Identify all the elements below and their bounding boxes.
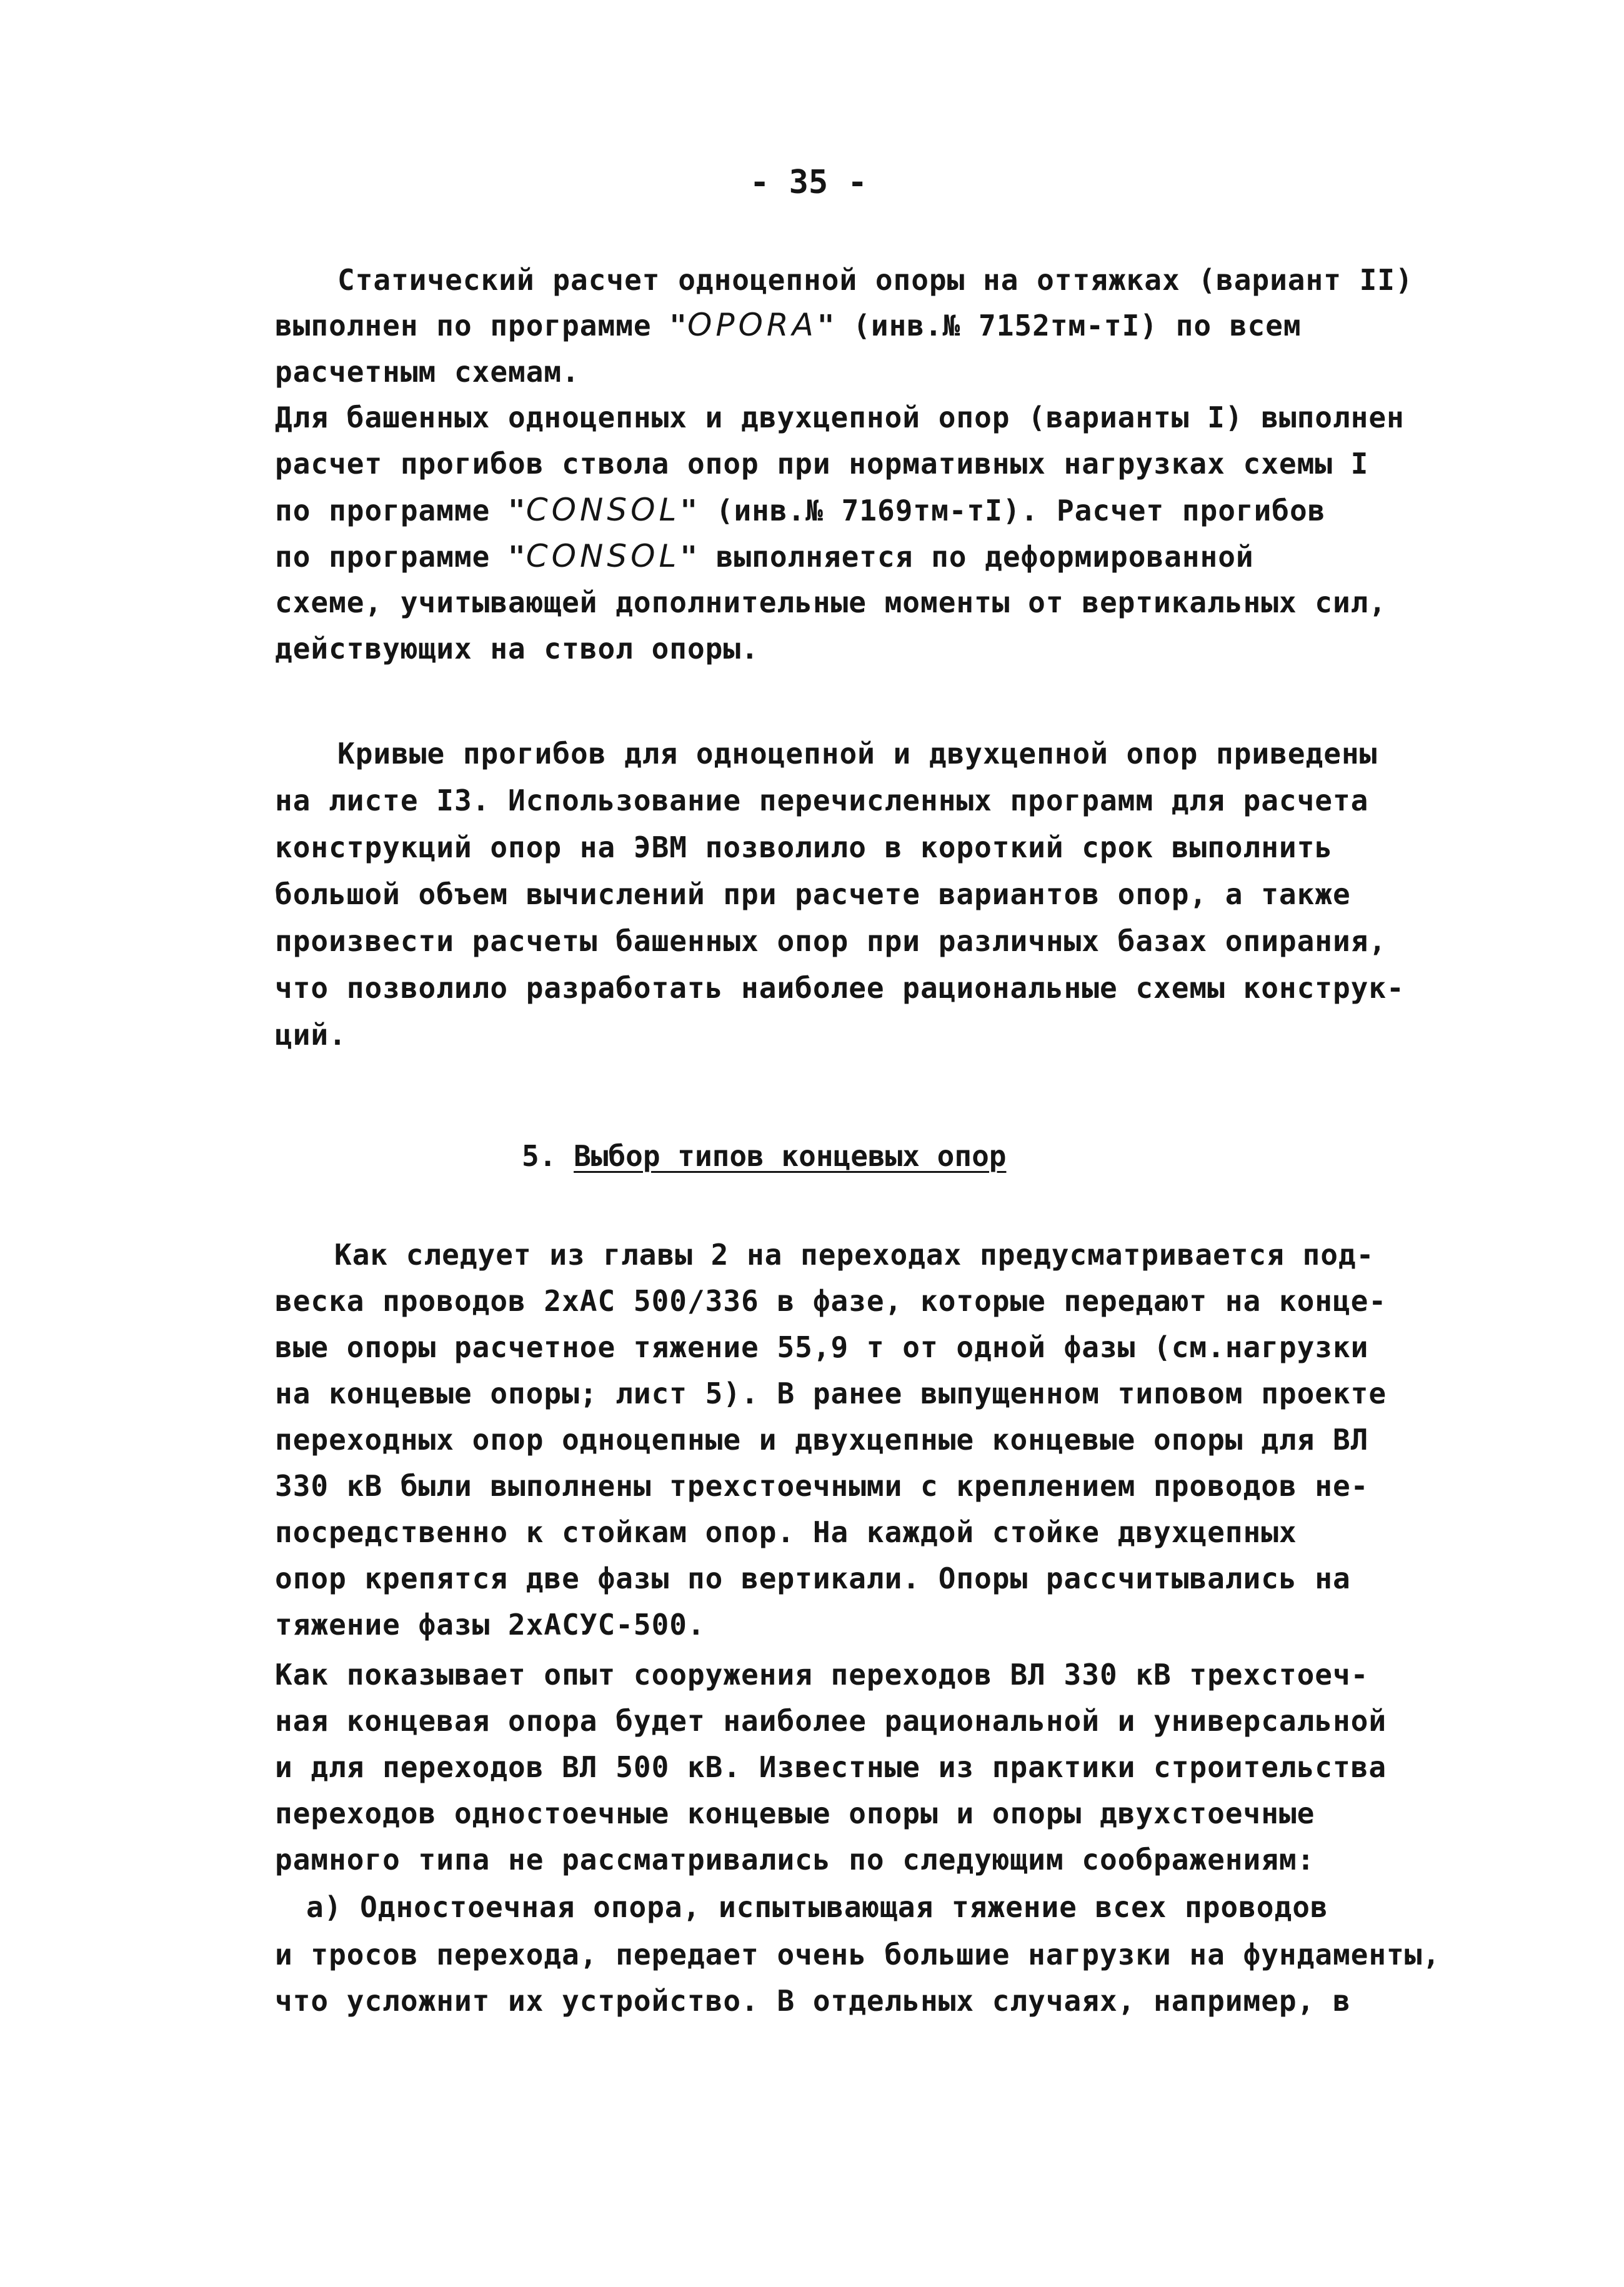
section-number: 5. bbox=[522, 1139, 557, 1173]
p4-line-6: а) Одностоечная опора, испытывающая тяжение всех проводов bbox=[306, 1890, 1328, 1924]
p2-line-1: Кривые прогибов для одноцепной и двухцепной опор приведены bbox=[337, 737, 1378, 770]
p1-line-2-start: выполнен по программе " bbox=[275, 309, 687, 342]
p1-line-6-end: " (инв.№ 7169тм-тI). Расчет прогибов bbox=[680, 494, 1326, 527]
section-title: Выбор типов концевых опор bbox=[574, 1139, 1007, 1173]
p4-line-8: что усложнит их устройство. В отдельных случаях, например, в bbox=[275, 1984, 1351, 2018]
program-name-consol: CONSOL bbox=[526, 492, 680, 528]
p1-line-7-end: " выполняется по деформированной bbox=[680, 540, 1254, 574]
page-number: - 35 - bbox=[750, 164, 867, 201]
p1-line-1: Статический расчет одноцепной опоры на оттяжках (вариант II) bbox=[337, 263, 1413, 297]
p1-line-9: действующих на ствол опоры. bbox=[275, 632, 759, 665]
p1-line-8: схеме, учитывающей дополнительные моменты от вертикальных сил, bbox=[275, 585, 1387, 619]
p3-line-6: 330 кВ были выполнены трехстоечными с креплением проводов не- bbox=[275, 1469, 1369, 1503]
p1-line-6-start: по программе " bbox=[275, 494, 526, 527]
p4-line-1: Как показывает опыт сооружения переходов ВЛ 330 кВ трехстоеч- bbox=[275, 1658, 1369, 1692]
p1-line-5: расчет прогибов ствола опор при нормативных нагрузках схемы I bbox=[275, 447, 1369, 481]
p1-line-6 bbox=[275, 491, 1325, 529]
p3-line-9: тяжение фазы 2хАСУС-500. bbox=[275, 1608, 705, 1642]
program-name-opora: OPORA bbox=[687, 307, 817, 343]
p3-line-8: опор крепятся две фазы по вертикали. Опоры рассчитывались на bbox=[275, 1562, 1351, 1595]
p1-line-7-start: по программе " bbox=[275, 540, 526, 574]
p1-line-2 bbox=[275, 306, 1302, 344]
p2-line-2: на листе I3. Использование перечисленных программ для расчета bbox=[275, 784, 1369, 817]
p4-line-5: рамного типа не рассматривались по следующим соображениям: bbox=[275, 1843, 1315, 1876]
p2-line-3: конструкций опор на ЭВМ позволило в короткий срок выполнить bbox=[275, 830, 1333, 864]
p4-line-2: ная концевая опора будет наиболее рациональной и универсальной bbox=[275, 1704, 1387, 1738]
p1-line-2-end: " (инв.№ 7152тм-тI) по всем bbox=[817, 309, 1302, 342]
p3-line-7: посредственно к стойкам опор. На каждой стойке двухцепных bbox=[275, 1515, 1297, 1549]
p4-line-3: и для переходов ВЛ 500 кВ. Известные из практики строительства bbox=[275, 1750, 1387, 1784]
p2-line-5: произвести расчеты башенных опор при различных базах опирания, bbox=[275, 924, 1387, 958]
section-heading bbox=[522, 1137, 1006, 1175]
program-name-consol-2: CONSOL bbox=[526, 538, 680, 574]
p2-line-6: что позволило разработать наиболее рациональные схемы конструк- bbox=[275, 971, 1405, 1005]
p2-line-7: ций. bbox=[275, 1018, 347, 1052]
p1-line-7 bbox=[275, 537, 1254, 575]
p3-line-1: Как следует из главы 2 на переходах предусматривается под- bbox=[334, 1238, 1375, 1272]
p1-line-4: Для башенных одноцепных и двухцепной опор (варианты I) выполнен bbox=[275, 401, 1405, 434]
p4-line-4: переходов одностоечные концевые опоры и опоры двухстоечные bbox=[275, 1796, 1315, 1830]
p3-line-3: вые опоры расчетное тяжение 55,9 т от одной фазы (см.нагрузки bbox=[275, 1330, 1369, 1364]
p2-line-4: большой объем вычислений при расчете вариантов опор, а также bbox=[275, 877, 1351, 911]
p3-line-2: веска проводов 2хАС 500/336 в фазе, которые передают на конце- bbox=[275, 1284, 1387, 1318]
p4-line-7: и тросов перехода, передает очень большие нагрузки на фундаменты, bbox=[275, 1938, 1441, 1971]
p3-line-4: на концевые опоры; лист 5). В ранее выпущенном типовом проекте bbox=[275, 1377, 1387, 1410]
p3-line-5: переходных опор одноцепные и двухцепные концевые опоры для ВЛ bbox=[275, 1423, 1369, 1457]
p1-line-3: расчетным схемам. bbox=[275, 355, 580, 389]
